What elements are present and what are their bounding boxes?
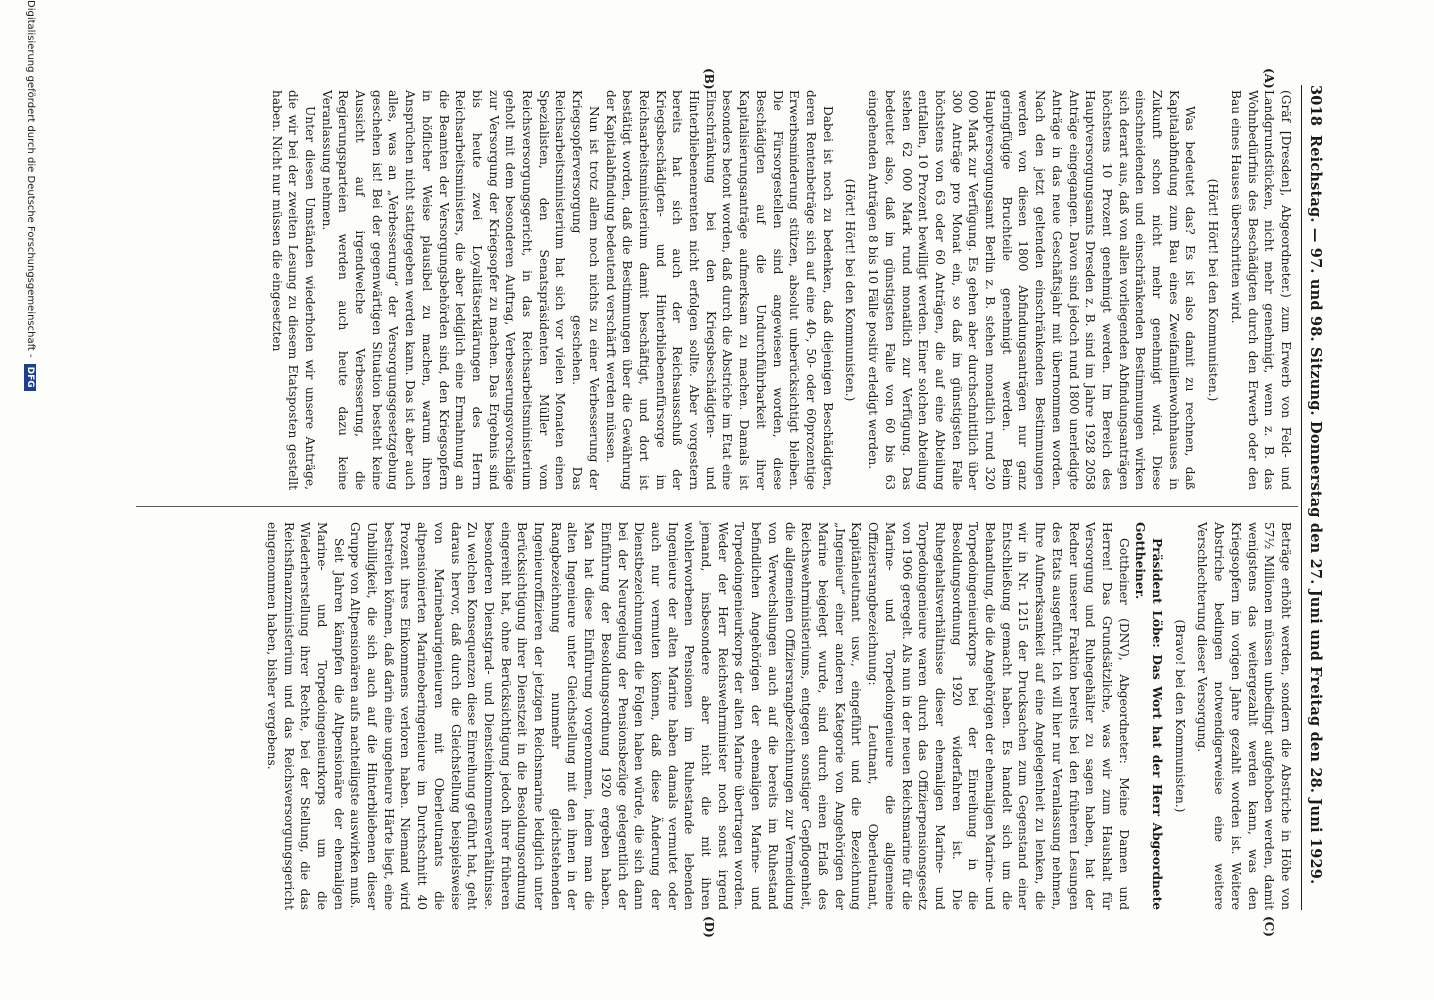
footer-text: Digitalisierung gefördert durch die Deutsche Forschungsgemeinschaft - [25, 0, 36, 358]
margin-marker-b: (B) [702, 68, 716, 90]
dfg-logo: DFG [24, 364, 36, 391]
interjection: (Hört! Hört! bei den Kommunisten.) [843, 178, 858, 402]
margin-marker-a: (A) [1262, 68, 1276, 89]
column-rule [136, 506, 1298, 507]
president-line: Präsident Löbe: Das Wort hat der Herr Abgeordnete Gottheiner. [1133, 522, 1165, 910]
document-page [106, 30, 1356, 938]
digitization-footer [16, 0, 36, 990]
paragraph: Beträge erhöht werden, sondern die Abstriche in Höhe von 57½ Millionen müssen unbedingt aufgehoben werden, damit wenigstens das weitergezahlt werden kann, was den Kriegsopfern im vorigen Jahre gezahlt worden ist. Weitere Abstriche bedingen notwendigerweise eine weitere Verschlechterung dieser Versorgung. [1195, 522, 1293, 910]
paragraph: Dabei ist noch zu bedenken, daß diejenigen Beschädigten, deren Rentenbeträge sich auf eine 40-, 50- oder 60prozentige Erwerbsminderung stützen, absolut unberücksichtigt bleiben. Die Fürsorgestellen sind angewiesen worden, diese Beschädigten auf die Undurchführbarkeit ihrer Kapitalisierungsanträge aufmerksam zu machen. Damals ist besonders betont worden, daß durch die Abstriche im Etat eine Einschränkung bei den Kriegsbeschädigten- und Hinterbliebenenrenten nicht erfolgen sollte. Aber vorgestern bereits hat sich auch der Reichsausschuß der Kriegsbeschädigten- und Hinterbliebenenfürsorge im Reichsarbeitsministerium damit beschäftigt, und dort ist bestätigt worden, daß die Bestimmungen über die Gewährung der Kapitalabfindung bedeutend verschärft werden müssen. [603, 90, 835, 490]
page-number: 3018 [1307, 85, 1324, 127]
paragraph: (Gräf [Dresden], Abgeordneter.) zum Erwerb von Feld- und Landgrundstücken, nicht mehr genehmigt, wenn z. B. das Wohnbedürfnis des Beschädigten durch den Erwerb oder den Bau eines Hauses überschritten wird. [1228, 90, 1293, 490]
paragraph: Was bedeutet das? Es ist also damit zu rechnen, daß Kapitalabfindung zum Bau eines Zweifamilienwohnhauses in Zukunft schon nicht mehr genehmigt wird. Diese einschneidenden und einschränkenden Bestimmungen wirken sich derart aus, daß von allen vorliegenden Abfindungsanträgen höchstens 10 Prozent genehmigt werden. Im Bereich des Hauptversorgungsamts Dresden z. B. sind im Jahre 1928 2058 Anträge eingegangen. Davon sind jedoch rund 1800 unerledigte Anträge in das neue Geschäftsjahr mit übernommen worden. Nach den jetzt geltenden einschränkenden Bestimmungen werden von diesen 1800 Abfindungsanträgen nur ganz geringfügige Bruchteile genehmigt werden. Beim Hauptversorgungsamt Berlin z. B. stehen monatlich rund 320 000 Mark zur Verfügung. Es gehen aber durchschnittlich über 300 Anträge pro Monat ein, so daß im günstigsten Falle höchstens von 63 oder 60 Anträgen, die auf eine Abteilung entfallen, 10 Prozent bewilligt werden. Einer solchen Abteilung stehen 62 000 Mark rund monatlich zur Verfügung. Das bedeutet also, daß im günstigsten Falle von 60 bis 63 eingehenden Anträgen 8 bis 10 Fälle positiv erledigt werden. [866, 90, 1198, 490]
paragraph: Seit Jahren kämpfen die Altpensionäre der ehemaligen Marine- und Torpedoingenieurkorps um die Wiederherstellung ihrer Rechte, bei der Stellung, die das Reichsfinanzministerium und das Reichsversorgungsgericht eingenommen haben, bisher vergebens. [264, 522, 346, 910]
running-title: Reichstag. — 97. und 98. Sitzung. Donnerstag den 27. Juni und Freitag den 28. Juni 1929. [1307, 135, 1324, 885]
interjection: (Bravo! bei den Kommunisten.) [1172, 619, 1187, 813]
left-column [268, 90, 1294, 490]
margin-marker-c: (C) [1262, 916, 1276, 937]
page-header [1300, 85, 1324, 910]
paragraph: Unter diesen Umständen wiederholen wir unsere Anträge, die wir bei der zweiten Lesung zu diesem Etatsposten gestellt haben. Nicht nur müssen die eingesetzten [269, 90, 317, 490]
paragraph: Nun ist trotz allem noch nichts zu einer Verbesserung der Kriegsopferversorgung geschehen. Das Reichsarbeitsministerium hat sich vor vielen Monaten einen Spezialisten, den Senatspräsidenten Müller vom Reichsversorgungsgericht, in das Reichsarbeitsministerium geholt mit dem besonderen Auftrag, Verbesserungsvorschläge zur Versorgung der Kriegsopfer zu machen. Das Ergebnis sind bis heute zwei Loyalitätserklärungen des Herrn Reichsarbeitsministers, die aber lediglich eine Ermahnung an die Beamten der Versorgungsbehörden sind, den Kriegsopfern in höflicher Weise plausibel zu machen, warum ihren Ansprüchen nicht stattgegeben werden kann. Das ist aber auch alles, was an „Verbesserung“ der Versorgungsgesetzgebung geschehen ist! Bei der gegenwärtigen Situation besteht keine Aussicht auf irgendwelche Verbesserung, die Regierungsparteien werden auch heute dazu keine Veranlassung nehmen. [319, 90, 601, 490]
margin-marker-d: (D) [702, 916, 716, 938]
interjection: (Hört! Hört! bei den Kommunisten.) [1206, 178, 1221, 402]
header-rule [1301, 85, 1302, 910]
right-column [263, 522, 1294, 910]
paragraph: Gottheiner (DNV), Abgeordneter: Meine Damen und Herren! Das Grundsätzliche, was wir zum Haushalt für Versorgung und Ruhegehälter zu sagen haben, hat der Redner unserer Fraktion bereits bei den früheren Lesungen des Etats ausgeführt. Ich will hier nur Veranlassung nehmen, Ihre Aufmerksamkeit auf eine Angelegenheit zu lenken, die wir in Nr. 1215 der Drucksachen zum Gegenstand einer Entschließung gemacht haben. Es handelt sich um die Behandlung, die die Angehörigen der ehemaligen Marine- und Torpedoingenieurkorps bei der Einreihung in die Besoldungsordnung 1920 widerfahren ist. Die Ruhegehaltsverhältnisse dieser ehemaligen Marine- und Torpedoingenieure waren durch das Offizierpensionsgesetz von 1906 geregelt. Als nun in der neuen Reichsmarine für die Marine- und Torpedoingenieure die allgemeine Offiziersrangbezeichnung: Leutnant, Oberleutnant, Kapitänleutnant usw., eingeführt und die Bezeichnung „Ingenieur“ einer anderen Kategorie von Angehörigen der Marine beigelegt wurde, sind durch einen Erlaß des Reichswehrministeriums, entgegen sonstiger Gepflogenheit, die allgemeinen Offiziersrangbezeichnungen zur Vermeidung von Verwechslungen auch auf die bereits im Ruhestand befindlichen Angehörigen der ehemaligen Marine- und Torpedoingenieurkorps der alten Marine übertragen worden. Weder der Herr Reichswehrminister noch sonst irgend jemand, insbesondere aber nicht die mit ihren wohlerworbenen Pensionen im Ruhestande lebenden Ingenieure der alten Marine haben damals vermutet oder auch nur vermuten können, daß diese Änderung der Dienstbezeichnungen die Folgen haben würde, die sich dann bei der Neuregelung der Pensionsbezüge gelegentlich der Einführung der Besoldungsordnung 1920 ergeben haben. Man hat diese Einführung vorgenommen, indem man die alten Ingenieure unter Gleichstellung mit den ihnen in der Rangbezeichnung nunmehr gleichstehenden Ingenieuroffizieren der jetzigen Reichsmarine lediglich unter Berücksichtigung ihrer Dienstzeit in die Besoldungsordnung eingereiht hat, ohne Berücksichtigung jedoch ihrer früheren besonderen Dienstgrad- und Diensteinkommensverhältnisse. Zu welchen Konsequenzen diese Einreihung geführt hat, geht daraus hervor, daß durch die Gleichstellung beispielsweise von Marinebaurigenieuren mit Oberleutnants die altpensionierten Marineoberingenieure im Durchschnitt 40 Prozent ihres Einkommens verloren haben. Niemand wird bestreiten können, daß darin eine ungeheure Härte liegt, eine Unbilligkeit, die sich auch auf die Hinterbliebenen dieser Gruppe von Altpensionären aufs nachteiligste auswirken muß. [348, 522, 1131, 910]
